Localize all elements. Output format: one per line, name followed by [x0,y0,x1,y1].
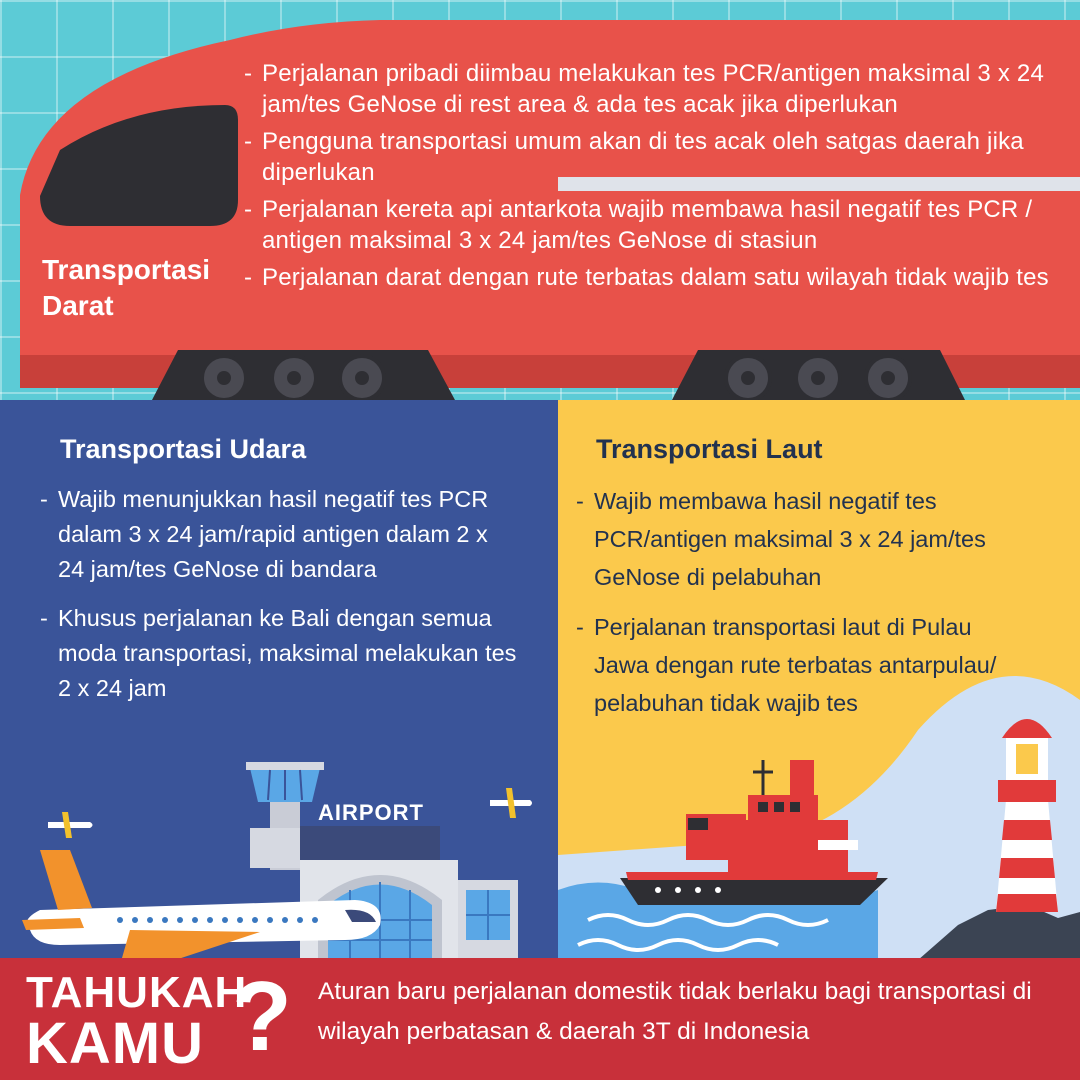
land-transport-section [0,0,1080,400]
small-plane-icon [490,788,532,818]
question-mark-icon: ? [232,961,292,1071]
banner-heading-line1: TAHUKAH [26,968,248,1017]
small-plane-icon [48,812,93,838]
banner-text: Aturan baru perjalanan domestik tidak berlaku bagi transportasi di wilayah perbatasan & daerah 3T di Indonesia [318,978,1032,1045]
sea-rules-list [576,482,1026,734]
air-transport-title: Transportasi Udara [60,434,307,464]
airplane-tail [40,850,92,910]
air-rules-list [40,482,520,720]
land-rule-item: - Perjalanan kereta api antarkota wajib membawa hasil negatif tes PCR / antigen maksimal 3 x 24 jam/tes GeNose di stasiun [240,194,1070,256]
sea-rule-item: - Wajib membawa hasil negatif tes PCR/antigen maksimal 3 x 24 jam/tes GeNose di pelabuhan [576,482,1026,596]
land-rule-item: - Perjalanan darat dengan rute terbatas dalam satu wilayah tidak wajib tes [240,262,1070,293]
airplane-wing [120,930,260,960]
air-transport-section [0,400,558,960]
land-rules-list [240,58,1070,299]
sea-transport-title: Transportasi Laut [596,434,823,464]
lighthouse [996,719,1058,912]
land-transport-title: Transportasi Darat [42,254,211,321]
airport-sign-board [300,826,440,862]
air-rule-item: - Wajib menunjukkan hasil negatif tes PCR dalam 3 x 24 jam/rapid antigen dalam 2 x 24 jam/tes GeNose di bandara [40,482,520,587]
sea-rule-item: - Perjalanan transportasi laut di Pulau Jawa dengan rute terbatas antarpulau/ pelabuhan tidak wajib tes [576,608,1026,722]
land-rule-item: - Perjalanan pribadi diimbau melakukan tes PCR/antigen maksimal 3 x 24 jam/tes GeNose di rest area & ada tes acak jika diperlukan [240,58,1070,120]
rocks [918,905,1080,960]
airport-sign: AIRPORT [318,800,424,825]
land-rule-item: - Pengguna transportasi umum akan di tes acak oleh satgas daerah jika diperlukan [240,126,1070,188]
air-rule-item: - Khusus perjalanan ke Bali dengan semua moda transportasi, maksimal melakukan tes 2 x 24 jam [40,601,520,706]
banner-heading-line2: KAMU [26,1011,204,1076]
airport-illustration [0,740,558,960]
did-you-know-banner [0,958,1080,1080]
sea-transport-section [558,400,1080,960]
